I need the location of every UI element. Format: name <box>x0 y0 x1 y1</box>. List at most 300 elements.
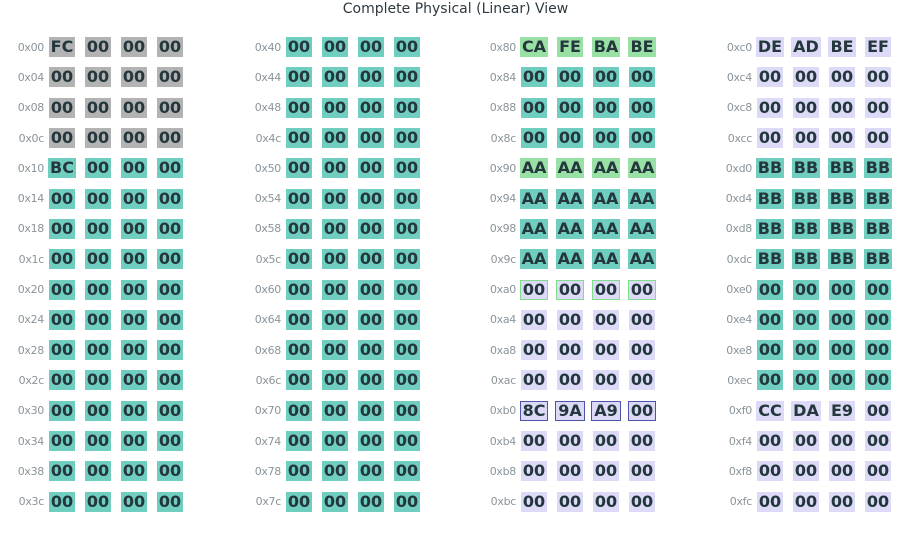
memory-byte[interactable] <box>353 369 389 391</box>
memory-byte[interactable] <box>152 36 188 58</box>
memory-byte[interactable] <box>552 339 588 361</box>
memory-byte[interactable] <box>389 157 425 179</box>
memory-byte[interactable] <box>588 339 624 361</box>
memory-byte[interactable] <box>44 400 80 422</box>
memory-byte[interactable] <box>752 279 788 301</box>
memory-byte[interactable] <box>516 97 552 119</box>
memory-byte[interactable] <box>788 339 824 361</box>
memory-byte[interactable] <box>281 218 317 240</box>
memory-byte[interactable] <box>80 188 116 210</box>
memory-byte[interactable] <box>552 218 588 240</box>
memory-byte[interactable] <box>80 491 116 513</box>
memory-byte[interactable] <box>788 369 824 391</box>
memory-byte[interactable] <box>152 460 188 482</box>
memory-byte[interactable] <box>788 218 824 240</box>
memory-byte[interactable] <box>353 97 389 119</box>
memory-row <box>712 244 911 274</box>
memory-byte[interactable] <box>788 36 824 58</box>
byte-value: AA <box>521 158 547 178</box>
memory-byte[interactable] <box>752 157 788 179</box>
memory-byte[interactable] <box>317 248 353 270</box>
memory-byte[interactable] <box>588 309 624 331</box>
memory-byte[interactable] <box>860 127 896 149</box>
memory-byte[interactable] <box>281 248 317 270</box>
memory-byte[interactable] <box>116 309 152 331</box>
memory-byte[interactable] <box>624 127 660 149</box>
memory-row <box>476 32 676 62</box>
memory-byte[interactable] <box>624 279 660 301</box>
memory-byte[interactable] <box>516 248 552 270</box>
memory-byte[interactable] <box>389 127 425 149</box>
memory-byte[interactable] <box>624 248 660 270</box>
memory-byte[interactable] <box>389 309 425 331</box>
byte-value: 00 <box>287 279 311 299</box>
memory-byte[interactable] <box>788 400 824 422</box>
memory-byte[interactable] <box>588 400 624 422</box>
memory-byte[interactable] <box>516 66 552 88</box>
address-label: 0x44 <box>254 70 281 84</box>
memory-byte[interactable] <box>80 66 116 88</box>
memory-byte[interactable] <box>552 157 588 179</box>
memory-byte[interactable] <box>44 369 80 391</box>
byte-value: 00 <box>359 340 383 360</box>
memory-byte[interactable] <box>116 157 152 179</box>
memory-byte[interactable] <box>552 127 588 149</box>
memory-byte[interactable] <box>353 127 389 149</box>
byte-value: 00 <box>794 309 818 329</box>
memory-byte[interactable] <box>317 460 353 482</box>
memory-byte[interactable] <box>44 127 80 149</box>
memory-byte[interactable] <box>353 218 389 240</box>
memory-byte[interactable] <box>552 400 588 422</box>
memory-byte[interactable] <box>389 279 425 301</box>
memory-byte[interactable] <box>516 279 552 301</box>
memory-byte[interactable] <box>860 97 896 119</box>
memory-byte[interactable] <box>353 248 389 270</box>
memory-byte[interactable] <box>317 66 353 88</box>
memory-byte[interactable] <box>281 339 317 361</box>
memory-byte[interactable] <box>80 369 116 391</box>
memory-byte[interactable] <box>317 188 353 210</box>
memory-byte[interactable] <box>80 157 116 179</box>
memory-byte[interactable] <box>788 97 824 119</box>
memory-byte[interactable] <box>317 218 353 240</box>
memory-byte[interactable] <box>152 339 188 361</box>
memory-byte[interactable] <box>516 491 552 513</box>
address-label: 0xd8 <box>725 222 752 236</box>
memory-byte[interactable] <box>389 460 425 482</box>
memory-byte[interactable] <box>44 66 80 88</box>
memory-byte[interactable] <box>752 188 788 210</box>
memory-byte[interactable] <box>389 97 425 119</box>
memory-byte[interactable] <box>116 430 152 452</box>
memory-byte[interactable] <box>116 400 152 422</box>
memory-byte[interactable] <box>353 36 389 58</box>
memory-byte[interactable] <box>152 279 188 301</box>
memory-byte[interactable] <box>860 157 896 179</box>
address-label: 0x18 <box>17 222 44 236</box>
memory-byte[interactable] <box>281 97 317 119</box>
memory-byte[interactable] <box>588 369 624 391</box>
memory-byte[interactable] <box>824 157 860 179</box>
memory-row <box>4 123 204 153</box>
memory-byte[interactable] <box>824 218 860 240</box>
memory-byte[interactable] <box>624 369 660 391</box>
memory-byte[interactable] <box>860 218 896 240</box>
memory-byte[interactable] <box>80 218 116 240</box>
memory-byte[interactable] <box>624 97 660 119</box>
memory-row <box>476 153 676 183</box>
memory-byte[interactable] <box>44 491 80 513</box>
memory-byte[interactable] <box>44 97 80 119</box>
memory-byte[interactable] <box>116 218 152 240</box>
byte-value: 00 <box>122 461 146 481</box>
memory-byte[interactable] <box>516 188 552 210</box>
memory-byte[interactable] <box>281 430 317 452</box>
memory-byte[interactable] <box>824 66 860 88</box>
memory-byte[interactable] <box>788 157 824 179</box>
memory-byte[interactable] <box>824 248 860 270</box>
memory-byte[interactable] <box>860 279 896 301</box>
byte-value: 00 <box>395 370 419 390</box>
memory-byte[interactable] <box>281 400 317 422</box>
memory-byte[interactable] <box>788 248 824 270</box>
memory-byte[interactable] <box>624 400 660 422</box>
memory-byte[interactable] <box>824 309 860 331</box>
memory-byte[interactable] <box>152 127 188 149</box>
memory-byte[interactable] <box>44 188 80 210</box>
memory-byte[interactable] <box>824 97 860 119</box>
memory-byte[interactable] <box>752 309 788 331</box>
memory-byte[interactable] <box>44 460 80 482</box>
memory-byte[interactable] <box>516 460 552 482</box>
memory-byte[interactable] <box>317 127 353 149</box>
memory-byte[interactable] <box>516 309 552 331</box>
memory-byte[interactable] <box>80 339 116 361</box>
memory-byte[interactable] <box>752 127 788 149</box>
memory-byte[interactable] <box>80 279 116 301</box>
memory-byte[interactable] <box>116 279 152 301</box>
memory-byte[interactable] <box>80 400 116 422</box>
memory-byte[interactable] <box>353 430 389 452</box>
memory-byte[interactable] <box>389 369 425 391</box>
memory-byte[interactable] <box>624 309 660 331</box>
memory-byte[interactable] <box>281 36 317 58</box>
memory-byte[interactable] <box>516 36 552 58</box>
memory-byte[interactable] <box>860 369 896 391</box>
memory-byte[interactable] <box>44 430 80 452</box>
memory-byte[interactable] <box>752 248 788 270</box>
byte-value: 00 <box>122 431 146 450</box>
memory-byte[interactable] <box>152 491 188 513</box>
memory-byte[interactable] <box>353 460 389 482</box>
memory-byte[interactable] <box>788 188 824 210</box>
memory-byte[interactable] <box>353 157 389 179</box>
memory-byte[interactable] <box>389 248 425 270</box>
memory-byte[interactable] <box>389 430 425 452</box>
memory-byte[interactable] <box>116 248 152 270</box>
memory-byte[interactable] <box>624 460 660 482</box>
memory-byte[interactable] <box>752 36 788 58</box>
memory-byte[interactable] <box>752 400 788 422</box>
byte-value: 00 <box>86 188 110 208</box>
memory-byte[interactable] <box>588 127 624 149</box>
memory-byte[interactable] <box>552 309 588 331</box>
memory-byte[interactable] <box>80 248 116 270</box>
memory-byte[interactable] <box>353 66 389 88</box>
memory-row <box>712 396 911 426</box>
memory-byte[interactable] <box>824 279 860 301</box>
memory-byte[interactable] <box>588 66 624 88</box>
memory-byte[interactable] <box>788 127 824 149</box>
memory-byte[interactable] <box>552 491 588 513</box>
memory-byte[interactable] <box>624 218 660 240</box>
memory-byte[interactable] <box>624 430 660 452</box>
memory-byte[interactable] <box>552 36 588 58</box>
memory-byte[interactable] <box>788 430 824 452</box>
memory-byte[interactable] <box>152 218 188 240</box>
memory-byte[interactable] <box>281 157 317 179</box>
memory-byte[interactable] <box>80 127 116 149</box>
memory-row <box>476 396 676 426</box>
memory-byte[interactable] <box>516 430 552 452</box>
memory-byte[interactable] <box>353 188 389 210</box>
memory-byte[interactable] <box>624 36 660 58</box>
memory-byte[interactable] <box>281 369 317 391</box>
memory-byte[interactable] <box>389 188 425 210</box>
byte-value: 00 <box>758 491 782 511</box>
memory-byte[interactable] <box>317 491 353 513</box>
memory-byte[interactable] <box>588 491 624 513</box>
memory-byte[interactable] <box>752 369 788 391</box>
memory-byte[interactable] <box>824 127 860 149</box>
memory-byte[interactable] <box>281 491 317 513</box>
memory-byte[interactable] <box>824 339 860 361</box>
memory-byte[interactable] <box>516 400 552 422</box>
memory-byte[interactable] <box>624 491 660 513</box>
memory-byte[interactable] <box>80 309 116 331</box>
memory-byte[interactable] <box>588 188 624 210</box>
memory-byte[interactable] <box>353 279 389 301</box>
memory-byte[interactable] <box>80 97 116 119</box>
memory-byte[interactable] <box>824 430 860 452</box>
memory-byte[interactable] <box>80 460 116 482</box>
memory-byte[interactable] <box>860 491 896 513</box>
memory-byte[interactable] <box>116 188 152 210</box>
memory-row <box>241 214 441 244</box>
memory-byte[interactable] <box>389 36 425 58</box>
memory-byte[interactable] <box>788 66 824 88</box>
memory-byte[interactable] <box>588 97 624 119</box>
memory-byte[interactable] <box>152 157 188 179</box>
memory-byte[interactable] <box>317 339 353 361</box>
byte-value: 00 <box>558 97 582 117</box>
memory-byte[interactable] <box>860 400 896 422</box>
memory-byte[interactable] <box>752 460 788 482</box>
memory-byte[interactable] <box>552 66 588 88</box>
memory-byte[interactable] <box>588 157 624 179</box>
memory-byte[interactable] <box>44 309 80 331</box>
memory-byte[interactable] <box>317 279 353 301</box>
byte-value: 00 <box>323 400 347 420</box>
memory-byte[interactable] <box>116 36 152 58</box>
memory-byte[interactable] <box>516 369 552 391</box>
memory-byte[interactable] <box>552 430 588 452</box>
memory-row <box>476 244 676 274</box>
byte-value: 00 <box>158 97 182 117</box>
memory-byte[interactable] <box>788 279 824 301</box>
memory-byte[interactable] <box>116 127 152 149</box>
memory-byte[interactable] <box>788 460 824 482</box>
byte-value: 00 <box>158 491 182 511</box>
address-label: 0x8c <box>490 131 516 145</box>
memory-row <box>712 456 911 486</box>
memory-byte[interactable] <box>80 430 116 452</box>
memory-byte[interactable] <box>752 430 788 452</box>
memory-byte[interactable] <box>317 36 353 58</box>
address-label: 0x78 <box>254 464 281 478</box>
memory-byte[interactable] <box>824 188 860 210</box>
memory-byte[interactable] <box>44 339 80 361</box>
memory-byte[interactable] <box>389 66 425 88</box>
memory-byte[interactable] <box>552 460 588 482</box>
memory-byte[interactable] <box>44 36 80 58</box>
memory-byte[interactable] <box>353 491 389 513</box>
memory-byte[interactable] <box>152 430 188 452</box>
memory-byte[interactable] <box>152 400 188 422</box>
memory-byte[interactable] <box>353 309 389 331</box>
memory-byte[interactable] <box>317 157 353 179</box>
memory-byte[interactable] <box>788 309 824 331</box>
memory-byte[interactable] <box>281 279 317 301</box>
memory-byte[interactable] <box>152 248 188 270</box>
memory-byte[interactable] <box>80 36 116 58</box>
memory-byte[interactable] <box>44 279 80 301</box>
memory-byte[interactable] <box>152 369 188 391</box>
memory-byte[interactable] <box>44 218 80 240</box>
memory-byte[interactable] <box>389 491 425 513</box>
memory-byte[interactable] <box>152 66 188 88</box>
memory-byte[interactable] <box>552 248 588 270</box>
byte-value: 00 <box>122 188 146 208</box>
memory-byte[interactable] <box>860 309 896 331</box>
memory-byte[interactable] <box>552 97 588 119</box>
byte-value: 00 <box>323 97 347 117</box>
memory-byte[interactable] <box>788 491 824 513</box>
memory-byte[interactable] <box>389 400 425 422</box>
memory-byte[interactable] <box>552 369 588 391</box>
memory-byte[interactable] <box>860 188 896 210</box>
memory-byte[interactable] <box>860 430 896 452</box>
byte-value: 00 <box>594 309 618 329</box>
memory-byte[interactable] <box>516 157 552 179</box>
memory-byte[interactable] <box>860 36 896 58</box>
memory-byte[interactable] <box>588 430 624 452</box>
memory-byte[interactable] <box>152 97 188 119</box>
memory-byte[interactable] <box>752 339 788 361</box>
memory-byte[interactable] <box>824 36 860 58</box>
memory-byte[interactable] <box>588 248 624 270</box>
memory-byte[interactable] <box>624 339 660 361</box>
memory-byte[interactable] <box>860 339 896 361</box>
address-label: 0x34 <box>17 434 44 448</box>
memory-byte[interactable] <box>552 279 588 301</box>
memory-byte[interactable] <box>624 157 660 179</box>
memory-byte[interactable] <box>824 400 860 422</box>
memory-byte[interactable] <box>516 218 552 240</box>
memory-byte[interactable] <box>317 97 353 119</box>
memory-byte[interactable] <box>353 339 389 361</box>
memory-byte[interactable] <box>824 460 860 482</box>
memory-byte[interactable] <box>860 248 896 270</box>
memory-byte[interactable] <box>317 400 353 422</box>
memory-byte[interactable] <box>281 66 317 88</box>
memory-byte[interactable] <box>116 97 152 119</box>
memory-byte[interactable] <box>588 279 624 301</box>
memory-byte[interactable] <box>116 369 152 391</box>
memory-byte[interactable] <box>116 460 152 482</box>
byte-value: 00 <box>287 37 311 57</box>
byte-value: 00 <box>830 67 854 87</box>
memory-byte[interactable] <box>860 460 896 482</box>
memory-byte[interactable] <box>281 127 317 149</box>
memory-byte[interactable] <box>44 157 80 179</box>
memory-byte[interactable] <box>752 66 788 88</box>
address-label: 0xb8 <box>489 464 516 478</box>
memory-byte[interactable] <box>116 339 152 361</box>
memory-byte[interactable] <box>824 491 860 513</box>
memory-byte[interactable] <box>588 218 624 240</box>
memory-byte[interactable] <box>281 460 317 482</box>
memory-byte[interactable] <box>116 491 152 513</box>
byte-value: 00 <box>594 67 618 87</box>
memory-byte[interactable] <box>116 66 152 88</box>
memory-row <box>476 426 676 456</box>
memory-byte[interactable] <box>624 188 660 210</box>
memory-byte[interactable] <box>552 188 588 210</box>
byte-value: 00 <box>323 128 347 148</box>
byte-value: E9 <box>830 400 854 420</box>
byte-value: 00 <box>758 431 782 450</box>
memory-byte[interactable] <box>281 309 317 331</box>
memory-byte[interactable] <box>44 248 80 270</box>
memory-byte[interactable] <box>588 36 624 58</box>
memory-byte[interactable] <box>317 309 353 331</box>
memory-byte[interactable] <box>752 491 788 513</box>
memory-byte[interactable] <box>389 218 425 240</box>
memory-byte[interactable] <box>353 400 389 422</box>
memory-byte[interactable] <box>588 460 624 482</box>
memory-byte[interactable] <box>516 127 552 149</box>
byte-value: 00 <box>558 128 582 148</box>
memory-byte[interactable] <box>317 369 353 391</box>
memory-byte[interactable] <box>389 339 425 361</box>
memory-byte[interactable] <box>516 339 552 361</box>
byte-value: 00 <box>395 67 419 87</box>
memory-byte[interactable] <box>860 66 896 88</box>
memory-byte[interactable] <box>152 309 188 331</box>
byte-value: AA <box>629 158 655 178</box>
memory-byte[interactable] <box>281 188 317 210</box>
byte-value: AA <box>521 218 547 238</box>
memory-byte[interactable] <box>624 66 660 88</box>
memory-byte[interactable] <box>317 430 353 452</box>
memory-byte[interactable] <box>152 188 188 210</box>
memory-byte[interactable] <box>824 369 860 391</box>
memory-byte[interactable] <box>752 218 788 240</box>
memory-byte[interactable] <box>752 97 788 119</box>
address-label: 0xf8 <box>728 464 752 478</box>
